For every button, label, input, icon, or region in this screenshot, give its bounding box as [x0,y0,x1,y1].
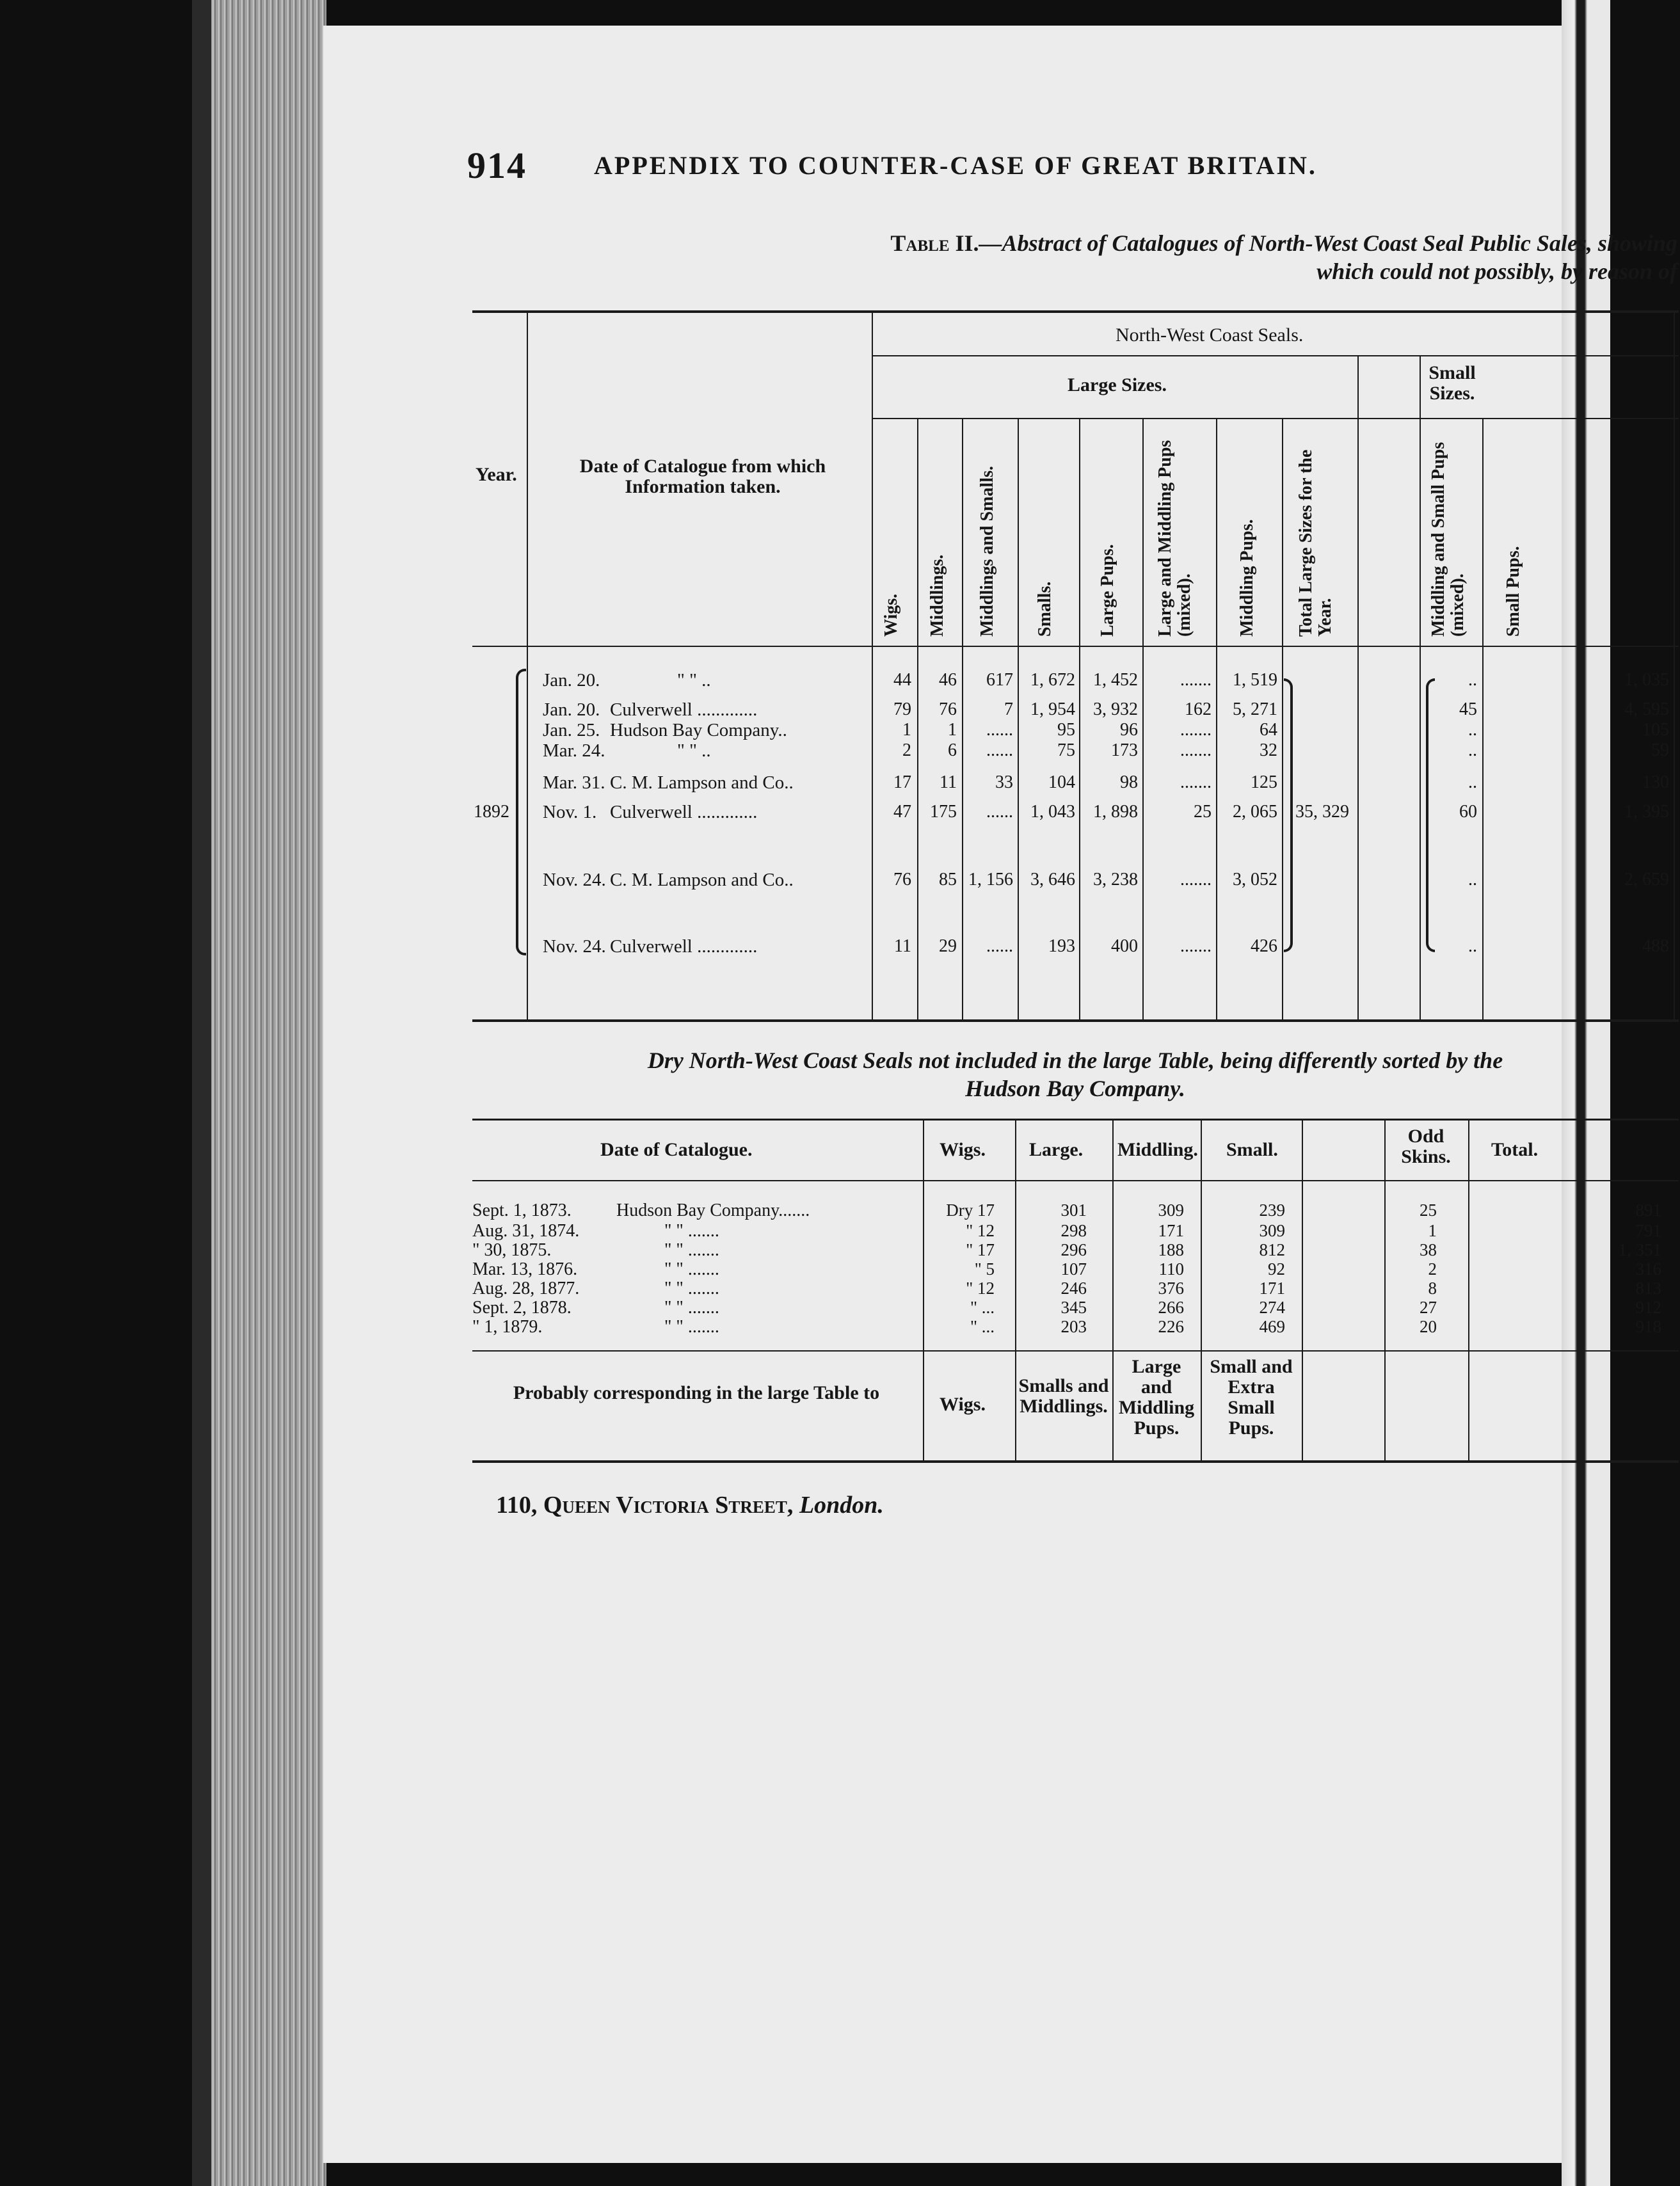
page-number: 914 [467,145,527,186]
small-brace [1426,678,1435,952]
group-large-sizes: Large Sizes. [1068,374,1167,395]
col-year: Year. [476,464,517,485]
col-total-large: Total Large Sizes for the Year. [1296,449,1335,637]
col-wigs2: Wigs. [940,1139,986,1160]
caption-lead: Table II. [890,230,979,256]
document-page [323,26,1677,2163]
dry-seals-caption: Dry North-West Coast Seals not included in the large Table, being differently sorted by the Hudson Bay Company. [647,1048,1503,1101]
group-small-sizes: Small Sizes. [1428,362,1476,404]
corresponding-small-extra-pups: Small and Extra Small Pups. [1210,1356,1293,1439]
page-header [467,144,1677,202]
seal-sales-table: Year. Date of Catalogue from which Information taken. North-West Coast Seals. Large Sizes. Small Sizes. Wigs. Middlings. Middlings and Smalls. Smalls. Large Pups. Large and Middling Pups (mixed). Middling Pups. Total Large Sizes for the Year. Middling and Small Pups (mixed). Small Pups. 1892 35, 329 Jan. 20. " " .. 44 46 617 1, 672 1, 452 ....... 1, 519 .. 1, 035 Jan. 20. Culverwell ............. 79 76 7 1, 954 3, 932 162 5, 271 45 4, 595 Jan. 25. Hudson Bay Company.. 1 1 ...... 95 96 ....... 64 .. 105 Mar. 24. " " .. 2 6 ...... 75 173 ....... 32 .. 59 Mar. 31. C. M. Lampson and Co.. 17 11 33 104 98 ....... 125 .. 130 Nov. 1. Culverwell ............. 47 175 ...... 1, 043 1, 898 25 2, 065 60 1, 395 Nov. 24. C. M. Lampson and Co.. 76 85 1, 156 3, 646 3, 238 ....... 3, 052 .. 2, 659 Nov. 24. Culverwell ............. 11 29 ...... 193 400 ....... 426 .. 488 [472,310,1679,1021]
col-middlings: Middlings. [927,554,947,637]
col-middling2: Middling. [1117,1139,1198,1160]
col-middling-small-pups: Middling and Small Pups (mixed). [1428,442,1468,637]
total-large-value: 35, 329 [1295,802,1349,822]
book-page-edges [211,0,326,2186]
page-footer: 110, Queen Victoria Street, London. [496,1492,884,1519]
col-middling-pups: Middling Pups. [1237,519,1257,637]
col-small-pups: Small Pups. [1503,546,1523,637]
running-head: APPENDIX TO COUNTER-CASE OF GREAT BRITAIN. [594,151,1317,180]
col-date: Date of Catalogue from which Information taken. [579,456,826,497]
year-brace [516,669,526,955]
year-1892: 1892 [474,802,509,822]
corresponding-wigs: Wigs. [940,1394,986,1415]
col-date-catalogue: Date of Catalogue. [600,1139,753,1160]
dry-seals-table: Date of Catalogue. Wigs. Large. Middling. Small. Odd Skins. Total. Sept. 1, 1873. Hudson Bay Company....... Dry 17 301 309 239 25 891 Aug. 31, 1874. " " ....... " 12 298 171 309 1 791 " 30, 1875. " " ....... " 17 296 188 812 38 1, 351 Mar. 13, 1876. " " ....... " 5 107 110 92 2 316 Aug. 28, 1877. " " ....... " 12 246 376 171 8 813 Sept. 2, 1878. " " ....... " ... 345 266 274 27 912 " 1, 1879. " " ....... " ... 203 226 469 20 918 Probably corresponding in the large Table to Wigs. Smalls and Middlings. Large and Middling Pups. Small and Extra Small Pups. [472,1119,1679,1464]
col-large-middling-pups: Large and Middling Pups (mixed). [1155,440,1194,637]
caption-line-1: —Abstract of Catalogues of North-West Coast Seal Public Sales, showing [979,230,1677,256]
col-smalls: Smalls. [1035,581,1055,637]
corresponding-smalls-middlings: Smalls and Middlings. [1018,1375,1109,1417]
col-large2: Large. [1029,1139,1084,1160]
col-total2: Total. [1491,1139,1539,1160]
table-caption [522,229,1677,285]
col-odd-skins: Odd Skins. [1401,1126,1451,1167]
col-small2: Small. [1226,1139,1278,1160]
corresponding-label: Probably corresponding in the large Table to [513,1382,880,1403]
group-nw-seals: North-West Coast Seals. [1116,324,1304,346]
caption-line-2: which could not possibly, by reason of [1316,259,1677,284]
total-brace-left [1284,678,1293,952]
col-wigs: Wigs. [881,593,901,637]
col-middlings-smalls: Middlings and Smalls. [977,466,997,637]
col-large-pups: Large Pups. [1098,544,1117,637]
corresponding-large-middling-pups: Large and Middling Pups. [1118,1356,1195,1439]
